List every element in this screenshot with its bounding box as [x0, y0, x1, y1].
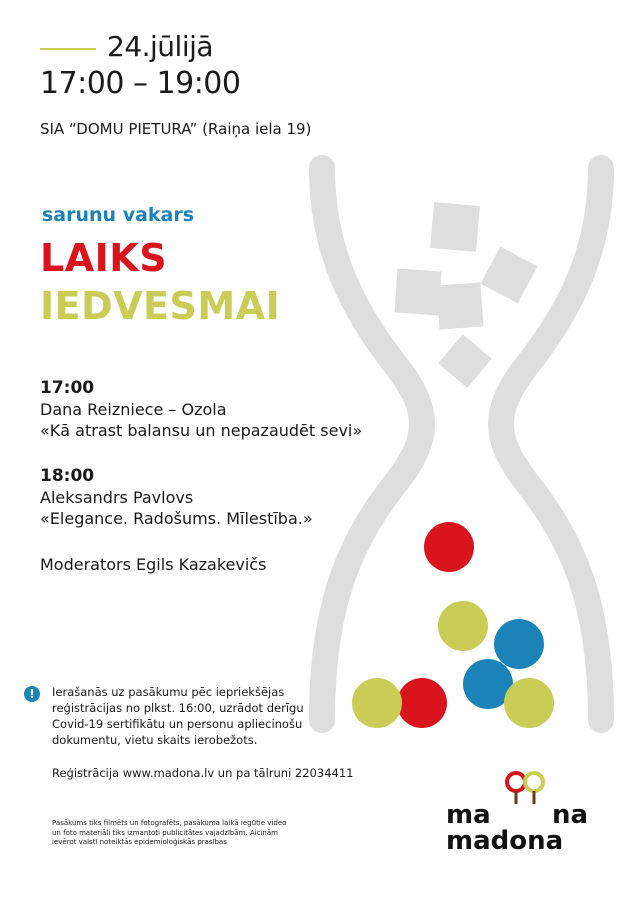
yellow-ball [504, 678, 554, 728]
mana-madona-logo [446, 768, 606, 858]
yellow-ball [438, 601, 488, 651]
registration-info: Reģistrācija www.madona.lv un pa tālruni 22034411 [52, 766, 354, 780]
event-title-line2: IEDVESMAI [40, 284, 281, 328]
logo-word-madona: madona [446, 826, 564, 856]
event-subtitle: sarunu vakars [42, 204, 195, 226]
program-topic: «Elegance. Radošums. Mīlestība.» [40, 509, 313, 528]
grey-square [430, 202, 480, 252]
program-item [40, 378, 362, 440]
program-speaker: Dana Reizniece – Ozola [40, 400, 227, 419]
logo-word-na: na [552, 800, 589, 830]
grey-square [437, 283, 484, 330]
hourglass-left-wall [322, 168, 422, 720]
program-time: 17:00 [40, 378, 95, 398]
program-time: 18:00 [40, 466, 95, 486]
program-speaker: Aleksandrs Pavlovs [40, 488, 194, 507]
info-icon: ! [24, 686, 40, 702]
program-item [40, 466, 313, 528]
moderator: Moderators Egils Kazakevičs [40, 555, 267, 574]
grey-square [438, 334, 492, 388]
date-accent-line [40, 48, 96, 50]
event-time: 17:00 – 19:00 [40, 66, 241, 101]
registration-notice: Ierašanās uz pasākumu pēc iepriekšējas reģistrācijas no plkst. 16:00, uzrādot derīgu Covid-19 sertifikātu un personu apliecinošu dokumentu, vietu skaits ierobežots. [52, 685, 304, 747]
red-ball [424, 522, 474, 572]
grey-square [481, 247, 538, 304]
event-date: 24.jūlijā [107, 30, 214, 63]
disclaimer: Pasākums tiks filmēts un fotografēts, pasākuma laikā iegūtie video un foto materiāli tiks izmantoti publicitātes vajadzībām. Aicinām ievērot valstī noteiktās epidemioloģiskās prasības [52, 819, 287, 846]
red-ball [397, 678, 447, 728]
event-venue: SIA “DOMU PIETURA” (Raiņa iela 19) [40, 120, 312, 138]
yellow-ball [352, 678, 402, 728]
logo-word-ma: ma [446, 800, 491, 830]
program-topic: «Kā atrast balansu un nepazaudēt sevi» [40, 421, 363, 440]
event-title-line1: LAIKS [40, 236, 168, 280]
blue-ball [494, 619, 544, 669]
grey-square [395, 269, 442, 316]
